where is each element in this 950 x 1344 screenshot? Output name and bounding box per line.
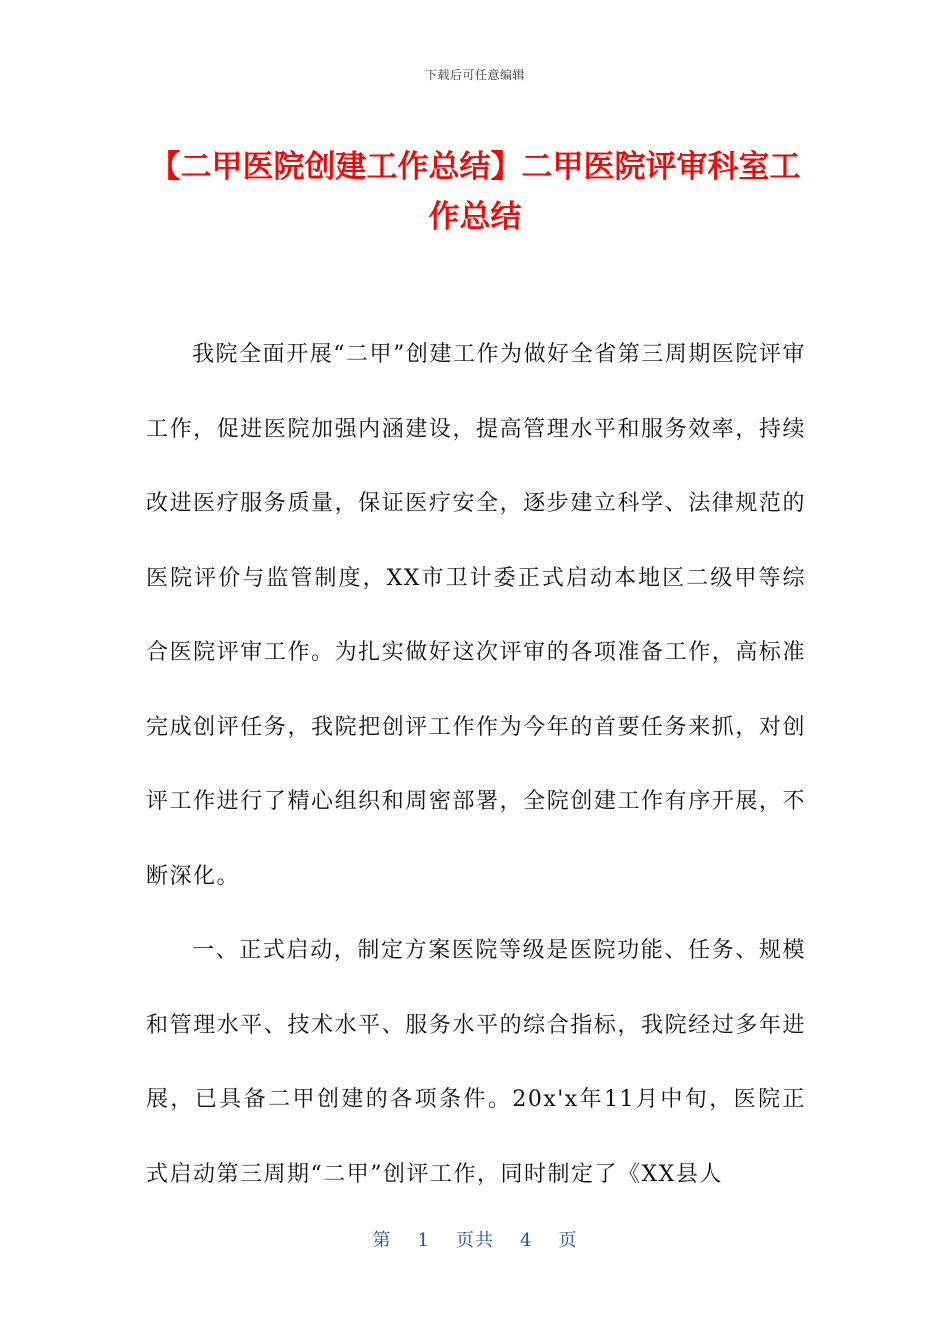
footer-page-number: 1: [417, 1230, 430, 1251]
paragraph-section-one: 一、正式启动，制定方案医院等级是医院功能、任务、规模和管理水平、技术水平、服务水平的综合指标，我院经过多年进展，已具备二甲创建的各项条件。20x'x年11月中旬，医院正式启动第三周期“二甲”创评工作，同时制定了《XX县人: [146, 938, 806, 1187]
document-title: 【二甲医院创建工作总结】二甲医院评审科室工作总结: [149, 149, 801, 235]
page-footer: [0, 1226, 950, 1252]
footer-page-total: 4: [520, 1230, 533, 1251]
footer-page-middle: 页共: [456, 1230, 494, 1251]
footer-page-suffix: 页: [558, 1230, 578, 1251]
paragraph-intro: 我院全面开展“二甲”创建工作为做好全省第三周期医院评审工作，促进医院加强内涵建设，提高管理水平和服务效率，持续改进医疗服务质量，保证医疗安全，逐步建立科学、法律规范的医院评价与监管制度，XX市卫计委正式启动本地区二级甲等综合医院评审工作。为扎实做好这次评审的各项准备工作，高标准完成创评任务，我院把创评工作作为今年的首要任务来抓，对创评工作进行了精心组织和周密部署，全院创建工作有序开展，不断深化。: [146, 342, 806, 889]
header-note: 下载后可任意编辑: [424, 68, 525, 82]
footer-page-prefix: 第: [372, 1230, 392, 1251]
document-body: [146, 318, 806, 1212]
